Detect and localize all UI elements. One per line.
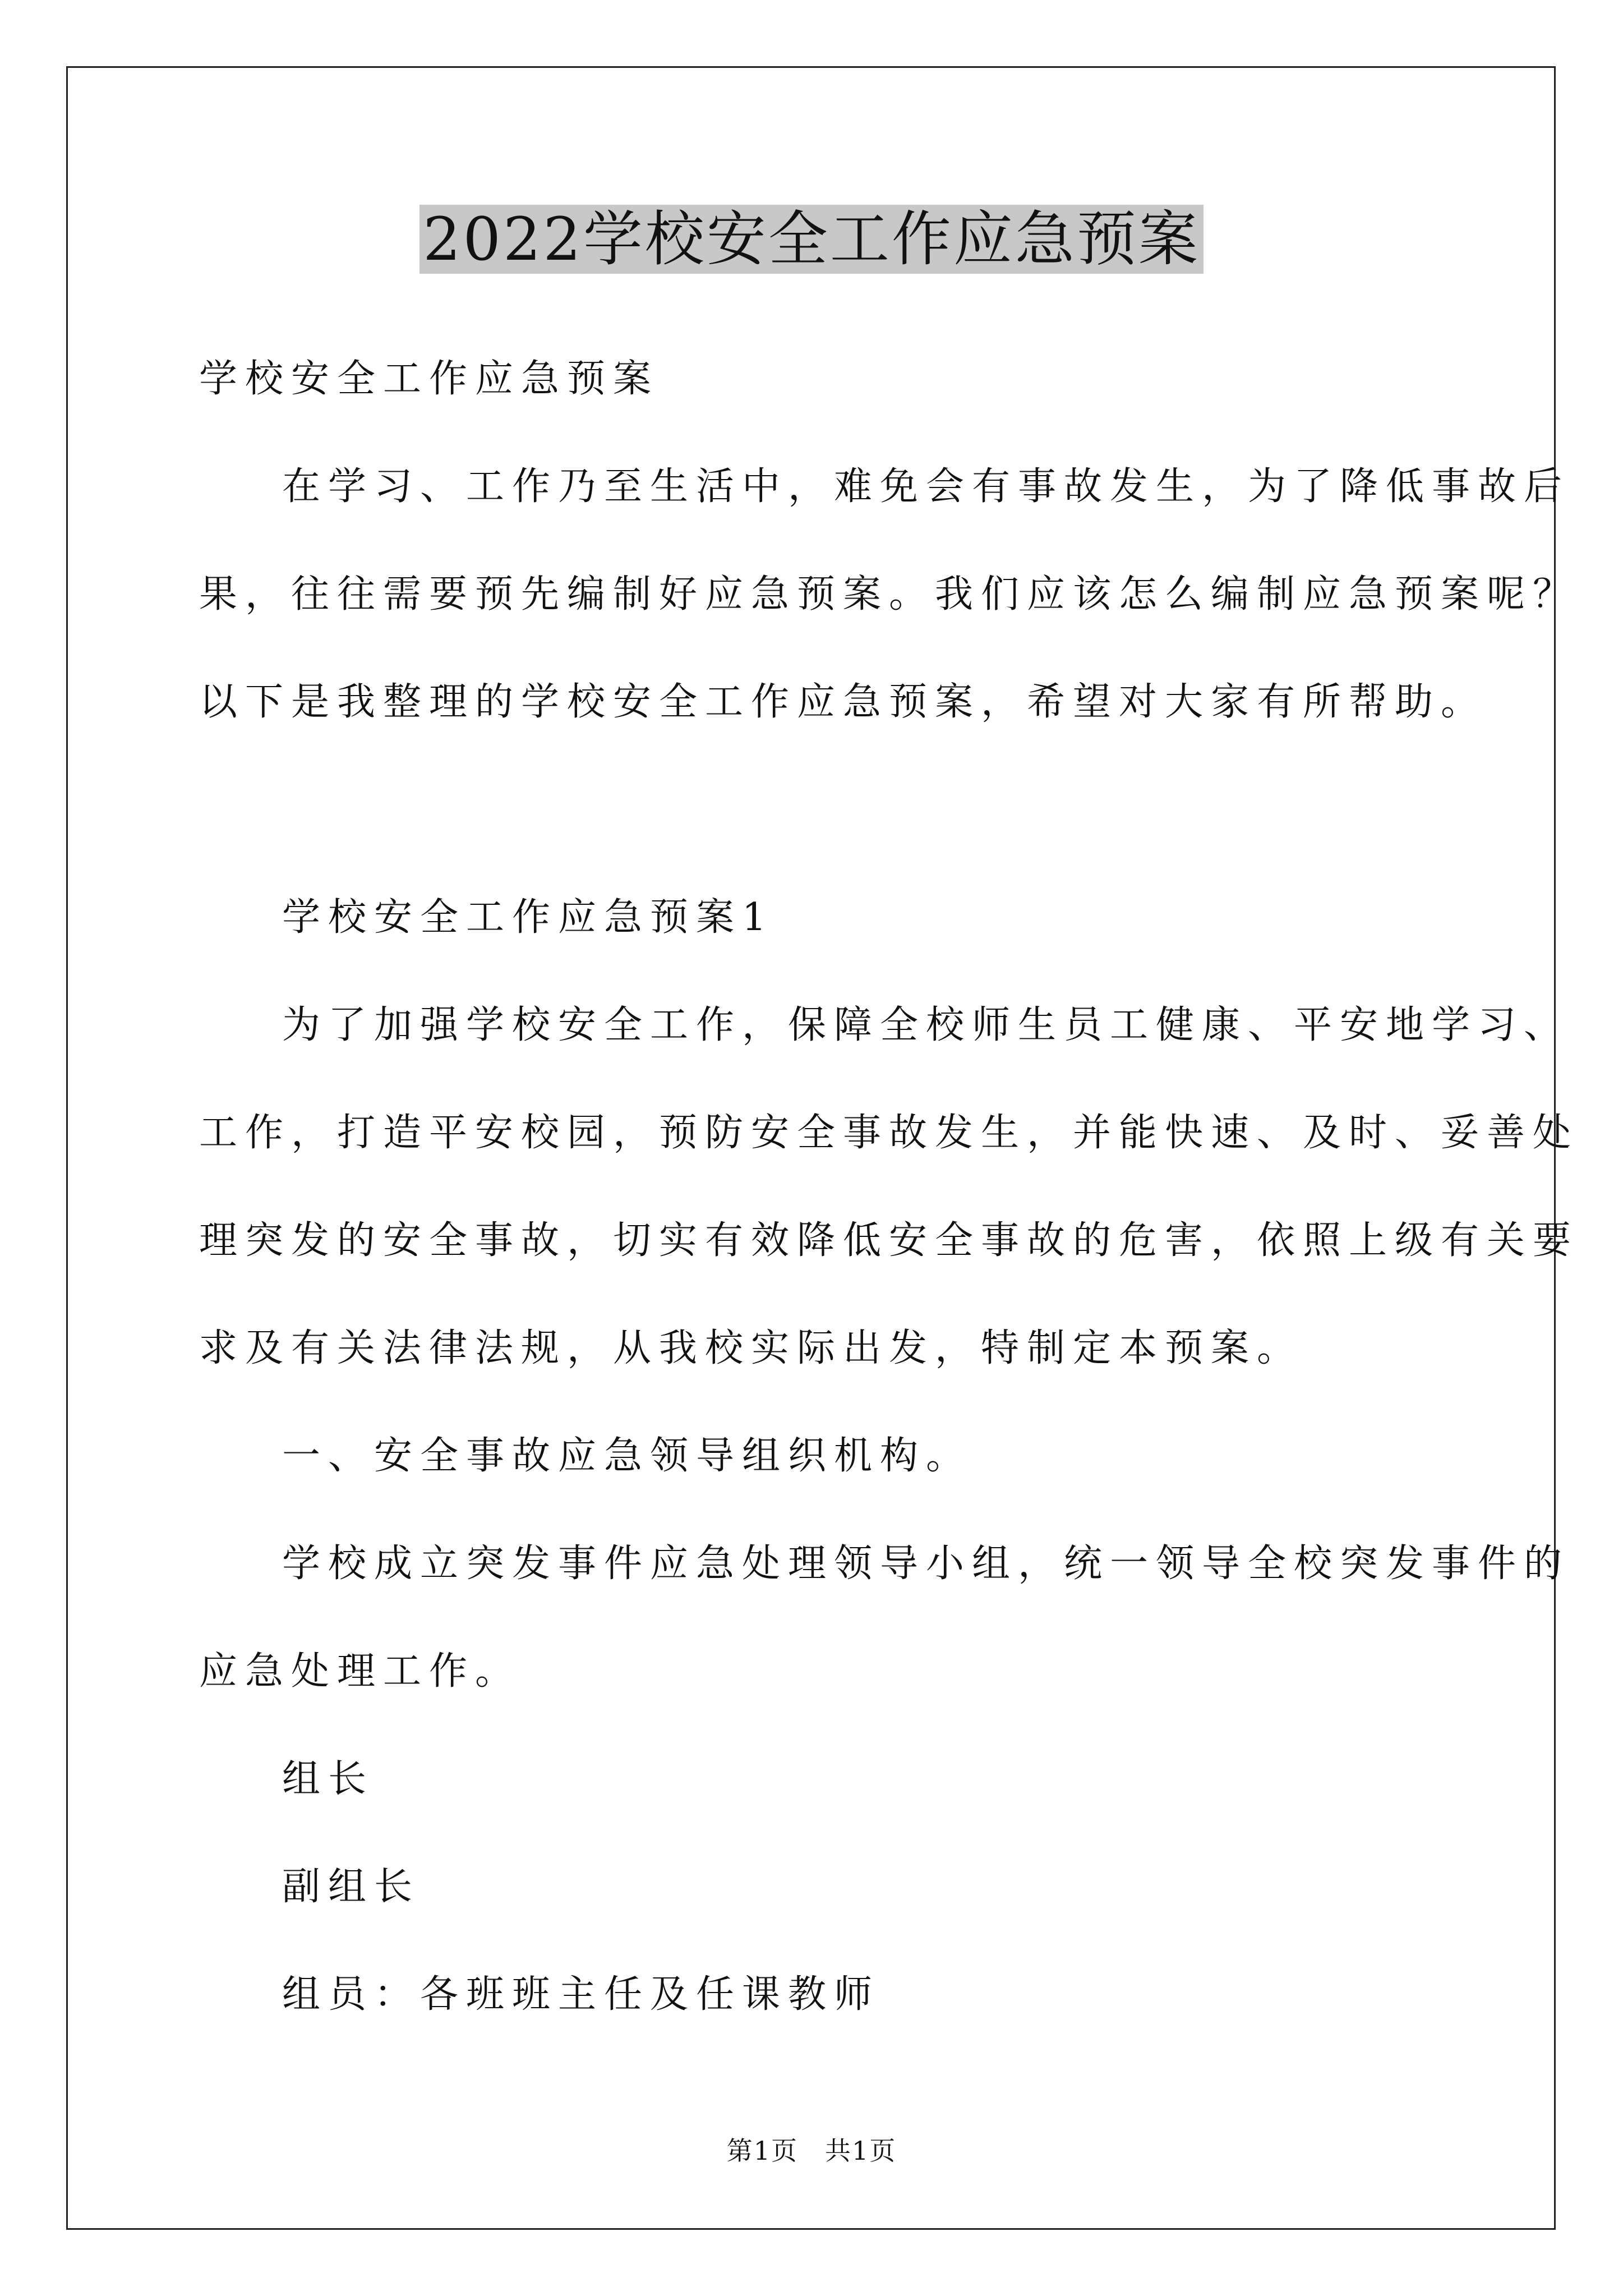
document-title-text: 2022学校安全工作应急预案	[419, 205, 1204, 274]
intro-line-1: 在学习、工作乃至生活中，难免会有事故发生，为了降低事故后	[282, 464, 1570, 509]
document-section-1	[199, 864, 1579, 2049]
subtitle: 学校安全工作应急预案	[199, 357, 660, 401]
section-heading: 学校安全工作应急预案1	[282, 895, 774, 940]
page-footer	[0, 2134, 1623, 2168]
deputy-leader-label: 副组长	[282, 1865, 421, 1909]
members-label: 组员：各班班主任及任课教师	[282, 1972, 880, 2017]
para1-line-1: 为了加强学校安全工作，保障全校师生员工健康、平安地学习、	[282, 1003, 1570, 1047]
intro-line-3: 以下是我整理的学校安全工作应急预案，希望对大家有所帮助。	[199, 680, 1487, 724]
page-number: 第1页 共1页	[726, 2136, 897, 2166]
para1-line-3: 理突发的安全事故，切实有效降低安全事故的危害，依照上级有关要	[199, 1218, 1579, 1263]
para2-line-1: 学校成立突发事件应急处理领导小组，统一领导全校突发事件的	[282, 1542, 1570, 1586]
para1-line-4: 求及有关法律法规，从我校实际出发，特制定本预案。	[199, 1326, 1303, 1370]
para1-line-2: 工作，打造平安校园，预防安全事故发生，并能快速、及时、妥善处	[199, 1111, 1579, 1155]
document-body	[199, 325, 1579, 756]
leader-label: 组长	[282, 1757, 375, 1801]
para2-line-2: 应急处理工作。	[199, 1649, 522, 1694]
document-title	[0, 197, 1623, 282]
intro-line-2: 果，往往需要预先编制好应急预案。我们应该怎么编制应急预案呢？	[199, 572, 1579, 616]
item-1-heading: 一、安全事故应急领导组织机构。	[282, 1434, 972, 1478]
